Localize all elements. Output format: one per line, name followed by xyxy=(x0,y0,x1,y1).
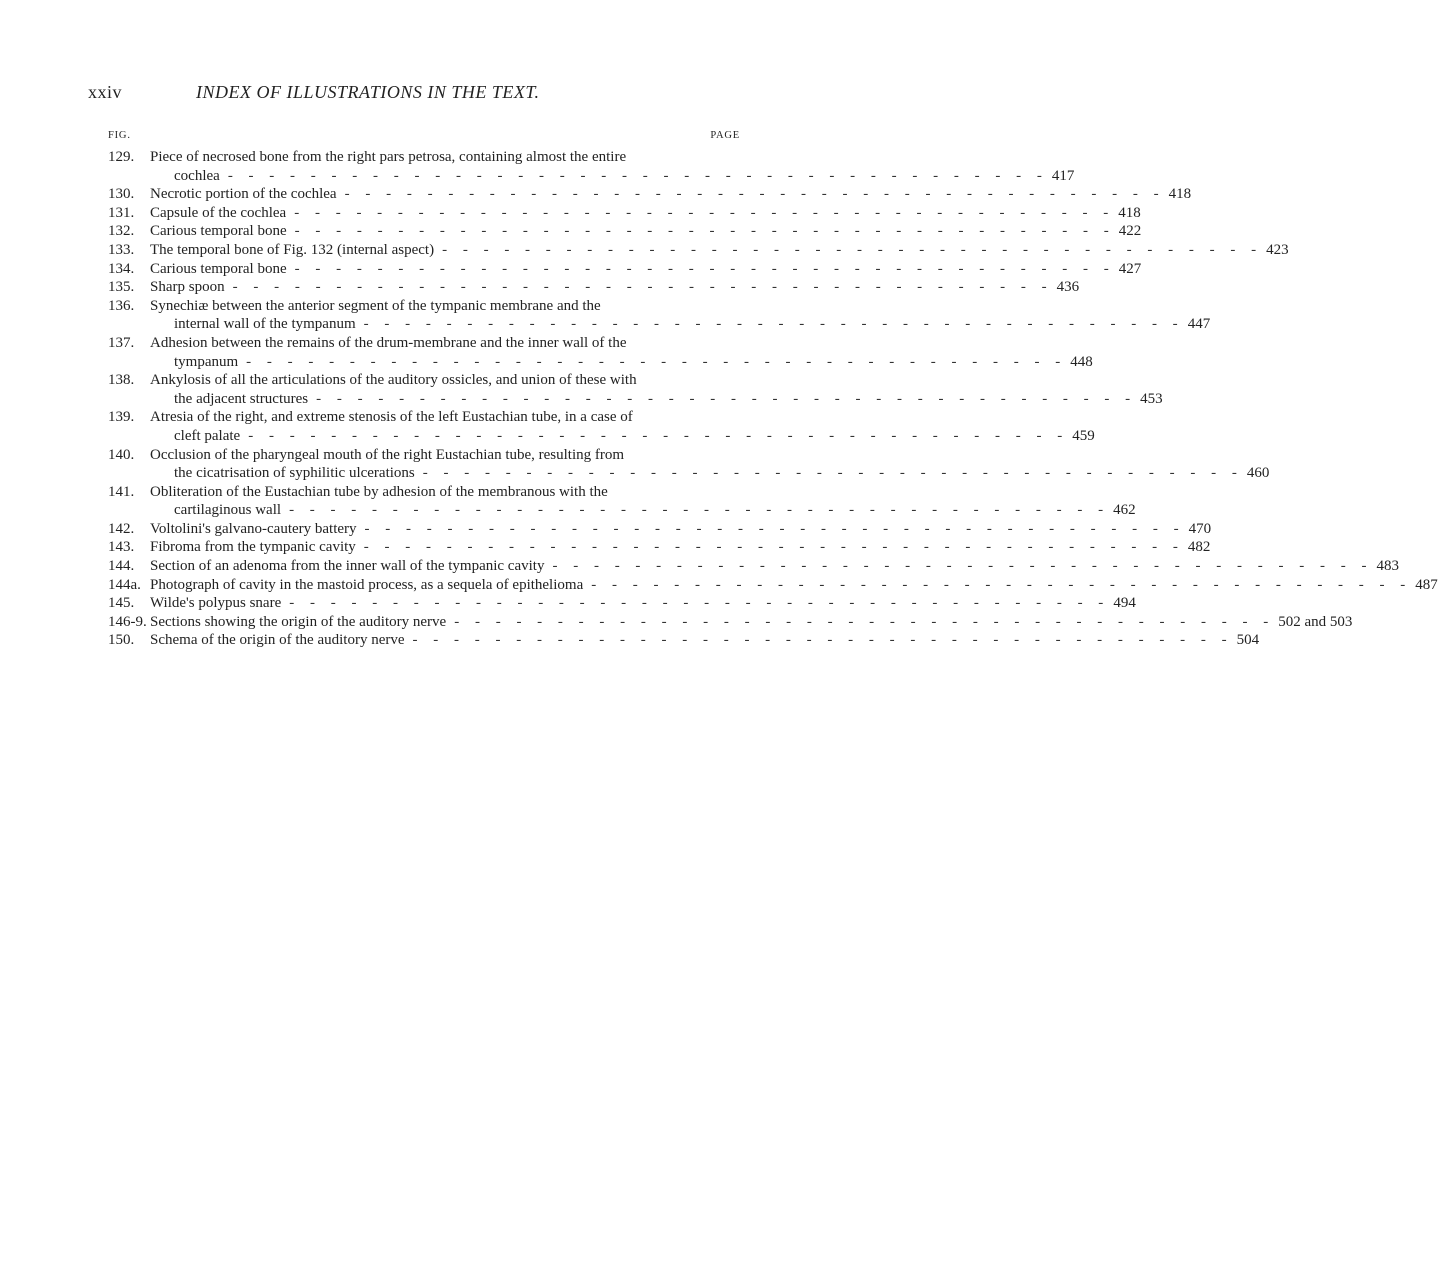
index-entry xyxy=(108,371,1163,408)
index-entry xyxy=(108,241,1289,260)
index-entry xyxy=(108,576,1438,595)
dot-leader: - - - - - - - - - - - - - - - - - - - - - - - - - - - - - - - - - - - - - - - - xyxy=(344,186,1165,203)
figure-caption: Atresia of the right, and extreme stenosis of the left Eustachian tube, in a case of xyxy=(150,409,633,426)
dot-leader: - - - - - - - - - - - - - - - - - - - - - - - - - - - - - - - - - - - - - - - - xyxy=(422,465,1243,482)
figure-caption: Fibroma from the tympanic cavity xyxy=(150,539,356,556)
page-reference: 470 xyxy=(1188,520,1212,537)
figure-caption: Photograph of cavity in the mastoid process, as a sequela of epithelioma xyxy=(150,576,584,593)
dot-leader: - - - - - - - - - - - - - - - - - - - - - - - - - - - - - - - - - - - - - - - - xyxy=(294,260,1115,277)
dot-leader: - - - - - - - - - - - - - - - - - - - - - - - - - - - - - - - - - - - - - - - - xyxy=(289,595,1110,612)
page-reference: 462 xyxy=(1113,502,1136,519)
figure-caption: cochlea xyxy=(174,167,220,184)
page-reference: 483 xyxy=(1376,558,1400,575)
page-reference: 418 xyxy=(1118,204,1141,221)
dot-leader: - - - - - - - - - - - - - - - - - - - - - - - - - - - - - - - - - - - - - - - - xyxy=(363,316,1184,333)
index-entry xyxy=(108,408,1095,445)
index-entry xyxy=(108,446,1270,483)
figure-number: 145. xyxy=(108,595,135,612)
page-reference: 427 xyxy=(1118,260,1142,277)
figure-caption: the cicatrisation of syphilitic ulcerations xyxy=(174,465,415,482)
index-entry xyxy=(108,631,1260,650)
dot-leader: - - - - - - - - - - - - - - - - - - - - - - - - - - - - - - - - - - - - - - - - xyxy=(591,576,1412,593)
figure-caption: Carious temporal bone xyxy=(150,260,287,277)
dot-leader: - - - - - - - - - - - - - - - - - - - - - - - - - - - - - - - - - - - - - - - - xyxy=(289,502,1110,519)
index-entry xyxy=(108,185,1192,204)
figure-caption: Adhesion between the remains of the drum-membrane and the inner wall of the xyxy=(150,334,627,351)
page-reference: 436 xyxy=(1056,279,1080,296)
page-reference: 459 xyxy=(1072,427,1095,444)
page-title: INDEX OF ILLUSTRATIONS IN THE TEXT. xyxy=(196,82,540,102)
dot-leader: - - - - - - - - - - - - - - - - - - - - - - - - - - - - - - - - - - - - - - - - xyxy=(454,613,1275,630)
page-reference: 422 xyxy=(1118,223,1142,240)
figure-number: 138. xyxy=(108,372,135,389)
figure-caption: Schema of the origin of the auditory nerve xyxy=(150,632,405,649)
figure-number: 144. xyxy=(108,558,135,575)
index-entry xyxy=(108,538,1211,557)
page-reference: 494 xyxy=(1113,595,1136,612)
figure-caption: Ankylosis of all the articulations of the auditory ossicles, and union of these with xyxy=(150,372,637,389)
index-entry xyxy=(108,613,1353,632)
dot-leader: - - - - - - - - - - - - - - - - - - - - - - - - - - - - - - - - - - - - - - - - xyxy=(316,390,1137,407)
dot-leader: - - - - - - - - - - - - - - - - - - - - - - - - - - - - - - - - - - - - - - - - xyxy=(552,558,1373,575)
index-entry xyxy=(108,557,1400,576)
page-number: xxiv xyxy=(88,82,123,102)
figure-caption: Section of an adenoma from the inner wall of the tympanic cavity xyxy=(150,558,545,575)
figure-number: 136. xyxy=(108,297,135,314)
figure-number: 129. xyxy=(108,149,135,165)
figure-caption: the adjacent structures xyxy=(174,390,309,407)
figure-caption: Sections showing the origin of the auditory nerve xyxy=(150,613,447,630)
figure-caption: Obliteration of the Eustachian tube by adhesion of the membranous with the xyxy=(150,483,608,500)
figure-caption: Synechiæ between the anterior segment of the tympanic membrane and the xyxy=(150,297,601,314)
figure-number: 143. xyxy=(108,539,135,556)
dot-leader: - - - - - - - - - - - - - - - - - - - - - - - - - - - - - - - - - - - - - - - - xyxy=(294,204,1115,221)
page-reference: 453 xyxy=(1140,390,1163,407)
figure-number: 139. xyxy=(108,409,135,426)
figure-caption: cartilaginous wall xyxy=(174,502,282,519)
figure-number: 134. xyxy=(108,260,135,277)
page-reference: 418 xyxy=(1168,186,1192,203)
figure-caption: Carious temporal bone xyxy=(150,223,287,240)
figure-number: 146-9. xyxy=(108,613,147,630)
index-entry xyxy=(108,297,1211,334)
index-entry xyxy=(108,222,1142,241)
page-reference: 423 xyxy=(1266,241,1289,258)
page-reference: 447 xyxy=(1187,316,1211,333)
dot-leader: - - - - - - - - - - - - - - - - - - - - - - - - - - - - - - - - - - - - - - - - xyxy=(232,279,1053,296)
page-reference: 448 xyxy=(1070,353,1093,370)
dot-leader: - - - - - - - - - - - - - - - - - - - - - - - - - - - - - - - - - - - - - - - - xyxy=(227,167,1048,184)
page-reference: 487 xyxy=(1415,576,1438,593)
figure-number: 137. xyxy=(108,334,135,351)
dot-leader: - - - - - - - - - - - - - - - - - - - - - - - - - - - - - - - - - - - - - - - - xyxy=(248,427,1069,444)
figure-number: 144a. xyxy=(108,576,141,593)
page-reference: 460 xyxy=(1246,465,1270,482)
figure-caption: The temporal bone of Fig. 132 (internal aspect) xyxy=(150,241,435,258)
figure-caption: Wilde's polypus snare xyxy=(150,595,282,612)
figure-caption: Voltolini's galvano-cautery battery xyxy=(150,520,357,537)
figure-caption: Necrotic portion of the cochlea xyxy=(150,186,337,203)
index-entry-list xyxy=(108,148,1438,650)
dot-leader: - - - - - - - - - - - - - - - - - - - - - - - - - - - - - - - - - - - - - - - - xyxy=(363,539,1184,556)
figure-caption: internal wall of the tympanum xyxy=(174,316,356,333)
dot-leader: - - - - - - - - - - - - - - - - - - - - - - - - - - - - - - - - - - - - - - - - xyxy=(412,632,1233,649)
page-reference: 482 xyxy=(1187,539,1211,556)
index-entry xyxy=(108,520,1212,539)
dot-leader: - - - - - - - - - - - - - - - - - - - - - - - - - - - - - - - - - - - - - - - - xyxy=(364,520,1185,537)
figure-number: 131. xyxy=(108,204,135,221)
dot-leader: - - - - - - - - - - - - - - - - - - - - - - - - - - - - - - - - - - - - - - - - xyxy=(294,223,1115,240)
figure-number: 142. xyxy=(108,520,135,537)
figure-number: 133. xyxy=(108,241,135,258)
figure-caption: Sharp spoon xyxy=(150,279,225,296)
page-reference: 417 xyxy=(1051,167,1075,184)
figure-number: 132. xyxy=(108,223,135,240)
figure-caption: Capsule of the cochlea xyxy=(150,204,287,221)
index-entry xyxy=(108,483,1136,520)
figure-number: 150. xyxy=(108,632,135,649)
figure-caption: Piece of necrosed bone from the right pars petrosa, containing almost the entire xyxy=(150,149,627,165)
page-column-heading: PAGE xyxy=(710,130,740,141)
index-entry xyxy=(108,204,1141,223)
running-head xyxy=(88,82,648,103)
index-entry xyxy=(108,260,1142,279)
index-entry xyxy=(108,594,1136,613)
figure-caption: tympanum xyxy=(174,353,239,370)
index-entry xyxy=(108,334,1093,371)
dot-leader: - - - - - - - - - - - - - - - - - - - - - - - - - - - - - - - - - - - - - - - - xyxy=(442,241,1263,258)
page-reference: 502 and 503 xyxy=(1278,613,1353,630)
dot-leader: - - - - - - - - - - - - - - - - - - - - - - - - - - - - - - - - - - - - - - - - xyxy=(246,353,1067,370)
index-entry xyxy=(108,278,1080,297)
figure-number: 141. xyxy=(108,483,135,500)
page-reference: 504 xyxy=(1236,632,1260,649)
figure-number: 140. xyxy=(108,446,135,463)
fig-column-heading: FIG. xyxy=(108,130,131,141)
figure-number: 130. xyxy=(108,186,135,203)
figure-caption: Occlusion of the pharyngeal mouth of the right Eustachian tube, resulting from xyxy=(150,446,625,463)
index-entry xyxy=(108,148,1075,185)
figure-caption: cleft palate xyxy=(174,427,241,444)
figure-number: 135. xyxy=(108,279,135,296)
